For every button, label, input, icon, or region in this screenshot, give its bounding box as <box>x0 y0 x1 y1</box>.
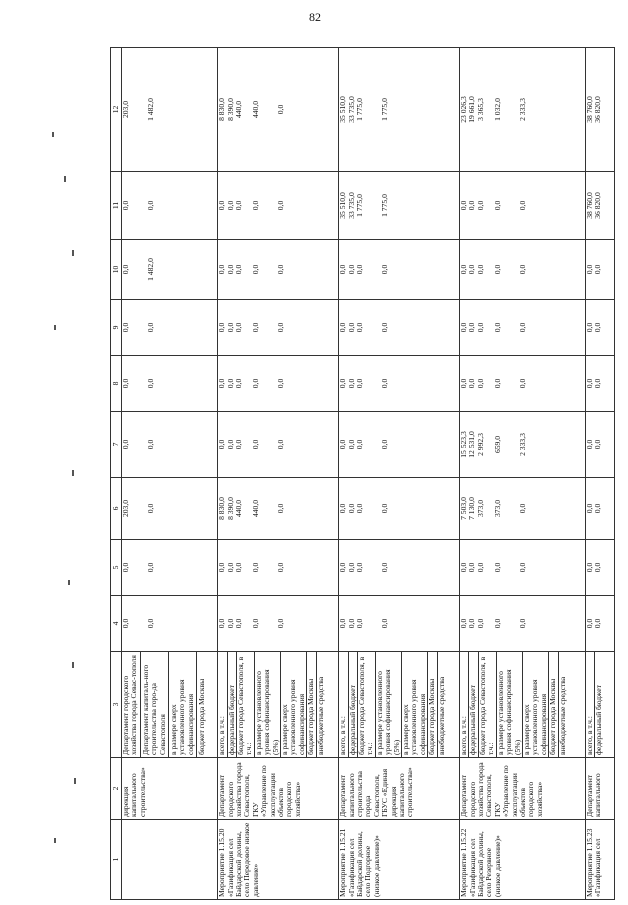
value-cell <box>218 596 339 652</box>
value: 0,0 <box>217 378 227 389</box>
executor-cell: Департамент городского хозяйства города Севастополя, ГКУ «Управление по эксплуатации объектов городского хозяйства» <box>218 758 339 820</box>
table-row <box>585 48 614 900</box>
value: 7 503,0 <box>459 497 469 520</box>
value-cell <box>460 356 586 412</box>
scan-mark <box>72 250 74 256</box>
source-line: федеральный бюджет <box>469 652 478 757</box>
value: 0,0 <box>459 562 469 573</box>
value-cell <box>460 596 586 652</box>
value: 0,0 <box>584 439 594 450</box>
value: 0,0 <box>593 439 603 450</box>
value-cell <box>122 356 218 412</box>
value: 0,0 <box>584 618 594 629</box>
value: 0,0 <box>517 618 527 629</box>
value-cell <box>460 540 586 596</box>
value: 0,0 <box>225 378 235 389</box>
value: 0,0 <box>250 264 260 275</box>
value: 8 390,0 <box>225 497 235 520</box>
source-line: Департамент капиталь-ного строительства горо-да Севастополя <box>140 664 167 755</box>
value-cell <box>122 540 218 596</box>
value: 0,0 <box>146 200 156 211</box>
value: 0,0 <box>492 378 502 389</box>
value: 0,0 <box>380 322 390 333</box>
value-cell <box>218 540 339 596</box>
scan-mark <box>54 325 56 330</box>
value-cell <box>460 48 586 172</box>
value: 0,0 <box>467 264 477 275</box>
source-line: внебюджетные средства <box>557 676 567 755</box>
column-header: 4 <box>111 596 122 652</box>
value: 23 026,3 <box>459 96 469 123</box>
source-line: бюджет города Москвы <box>197 678 207 755</box>
value: 440,0 <box>233 499 243 518</box>
scan-mark <box>52 132 54 137</box>
value-cell <box>339 412 460 478</box>
value: 0,0 <box>233 200 243 211</box>
value: 0,0 <box>250 562 260 573</box>
rotated-page <box>110 48 615 900</box>
value: 35 510,0 <box>338 96 348 123</box>
value: 12 531,0 <box>467 431 477 458</box>
value: 8 830,0 <box>217 98 227 121</box>
value: 0,0 <box>584 264 594 275</box>
value: 0,0 <box>354 378 364 389</box>
value-cell <box>585 540 614 596</box>
value: 1 775,0 <box>354 194 364 217</box>
value: 0,0 <box>354 562 364 573</box>
value: 0,0 <box>121 200 130 211</box>
value: 0,0 <box>492 618 502 629</box>
column-header: 5 <box>111 540 122 596</box>
value: 0,0 <box>225 200 235 211</box>
value: 659,0 <box>492 435 502 454</box>
value: 0,0 <box>475 378 485 389</box>
value: 0,0 <box>475 322 485 333</box>
value: 8 830,0 <box>217 497 227 520</box>
value: 0,0 <box>275 322 285 333</box>
value: 0,0 <box>225 562 235 573</box>
value: 36 820,0 <box>593 192 603 219</box>
value: 0,0 <box>593 378 603 389</box>
value: 0,0 <box>346 322 356 333</box>
value: 1 032,0 <box>492 98 502 121</box>
value: 0,0 <box>233 264 243 275</box>
value: 440,0 <box>250 100 260 119</box>
value: 0,0 <box>275 378 285 389</box>
value: 373,0 <box>475 499 485 518</box>
value: 1 482,0 <box>146 258 156 281</box>
table-row <box>460 48 586 900</box>
value: 373,0 <box>492 499 502 518</box>
value-cell <box>460 478 586 540</box>
value: 0,0 <box>584 322 594 333</box>
value-cell <box>460 412 586 478</box>
source-cell <box>218 652 339 758</box>
source-line: в размере сверх установленного уровня софинансирования <box>402 652 428 757</box>
value: 0,0 <box>146 503 156 514</box>
value: 0,0 <box>584 503 594 514</box>
executor-cell: Департамент капитального <box>585 758 614 820</box>
header-row <box>111 48 122 900</box>
value: 0,0 <box>146 439 156 450</box>
source-cell <box>460 652 586 758</box>
value: 0,0 <box>121 562 130 573</box>
source-line: в размере сверх установленного уровня софинансирования <box>169 679 195 755</box>
value: 0,0 <box>250 439 260 450</box>
value: 0,0 <box>121 378 130 389</box>
value: 0,0 <box>233 439 243 450</box>
table-row <box>122 48 218 900</box>
value: 0,0 <box>459 322 469 333</box>
value: 36 820,0 <box>593 96 603 123</box>
value: 2 333,3 <box>517 98 527 121</box>
value-cell <box>585 412 614 478</box>
value: 0,0 <box>275 562 285 573</box>
value-cell <box>585 240 614 300</box>
value: 33 735,0 <box>346 192 356 219</box>
column-header: 3 <box>111 652 122 758</box>
value: 0,0 <box>459 618 469 629</box>
value: 0,0 <box>346 562 356 573</box>
value: 0,0 <box>233 378 243 389</box>
value: 0,0 <box>225 264 235 275</box>
column-header: 6 <box>111 478 122 540</box>
value: 0,0 <box>517 200 527 211</box>
value-cell <box>339 48 460 172</box>
value: 0,0 <box>275 264 285 275</box>
source-line: федеральный бюджет <box>594 685 604 755</box>
value-cell <box>122 596 218 652</box>
value: 0,0 <box>338 264 348 275</box>
executor-cell: дирекция капитального строительства» <box>122 758 218 820</box>
value: 0,0 <box>354 322 364 333</box>
value: 19 661,0 <box>467 96 477 123</box>
value: 0,0 <box>217 618 227 629</box>
value: 0,0 <box>121 264 130 275</box>
measure-cell: Мероприятие 1.15.21 «Газификация сел Байдарской долины, село Подгорное (низкое давление)» <box>339 820 460 900</box>
value: 0,0 <box>146 378 156 389</box>
scan-mark <box>74 778 76 784</box>
value: 0,0 <box>338 378 348 389</box>
value: 0,0 <box>275 618 285 629</box>
value: 0,0 <box>467 200 477 211</box>
value-cell <box>122 172 218 240</box>
column-header: 10 <box>111 240 122 300</box>
value: 0,0 <box>475 200 485 211</box>
value: 440,0 <box>233 100 243 119</box>
value: 0,0 <box>250 378 260 389</box>
executor-cell: Департамент городского хозяйства города Севастополя, ГКУ «Управление по эксплуатации объектов городского хозяйства» <box>460 758 586 820</box>
value-cell <box>218 48 339 172</box>
value-cell <box>339 356 460 412</box>
source-line: бюджет города Москвы <box>549 652 558 757</box>
value: 35 510,0 <box>338 192 348 219</box>
value: 0,0 <box>593 264 603 275</box>
column-header: 11 <box>111 172 122 240</box>
source-line: федеральный бюджет <box>228 652 237 757</box>
value: 0,0 <box>346 378 356 389</box>
value: 0,0 <box>338 618 348 629</box>
measure-cell: Мероприятие 1.15.23 «Газификация сел <box>585 820 614 900</box>
scan-mark <box>72 662 74 668</box>
value: 0,0 <box>217 264 227 275</box>
value: 0,0 <box>146 618 156 629</box>
value: 0,0 <box>217 200 227 211</box>
value: 0,0 <box>380 562 390 573</box>
source-line: внебюджетные средства <box>436 676 446 755</box>
source-line: бюджет города Севастополя, в т.ч.: <box>479 652 497 757</box>
value-cell <box>585 478 614 540</box>
value: 0,0 <box>225 618 235 629</box>
value: 15 523,3 <box>459 431 469 458</box>
value-cell <box>339 478 460 540</box>
value: 0,0 <box>275 200 285 211</box>
value: 0,0 <box>492 200 502 211</box>
value: 0,0 <box>146 562 156 573</box>
value-cell <box>585 48 614 172</box>
value: 2 333,3 <box>517 433 527 456</box>
value: 1 775,0 <box>380 194 390 217</box>
value: 0,0 <box>121 439 130 450</box>
value-cell <box>122 48 218 172</box>
table-row <box>218 48 339 900</box>
value: 1 775,0 <box>354 98 364 121</box>
value: 0,0 <box>517 562 527 573</box>
value-cell <box>122 478 218 540</box>
source-line: в размере установленного уровня софинансирования (5%) <box>255 652 281 757</box>
value: 0,0 <box>338 562 348 573</box>
source-cell <box>585 652 614 758</box>
table-viewport <box>110 48 615 900</box>
value: 33 735,0 <box>346 96 356 123</box>
column-header: 9 <box>111 300 122 356</box>
source-line: в размере установленного уровня софинансирования (5%) <box>376 652 402 757</box>
value: 8 390,0 <box>225 98 235 121</box>
value-cell <box>339 596 460 652</box>
value-cell <box>218 240 339 300</box>
value: 0,0 <box>275 104 285 115</box>
value: 2 992,3 <box>475 433 485 456</box>
value: 0,0 <box>467 378 477 389</box>
source-cell <box>122 652 218 758</box>
value: 1 482,0 <box>146 98 156 121</box>
value: 0,0 <box>380 378 390 389</box>
value: 0,0 <box>467 322 477 333</box>
value-cell <box>218 356 339 412</box>
value: 38 760,0 <box>584 96 594 123</box>
value-cell <box>585 356 614 412</box>
value: 1 775,0 <box>380 98 390 121</box>
source-line: федеральный бюджет <box>349 652 358 757</box>
value: 0,0 <box>275 503 285 514</box>
measure-cell: Мероприятие 1.15.22 «Газификация сел Байдарской долины, село Резервное (низкое давление)» <box>460 820 586 900</box>
value: 0,0 <box>459 264 469 275</box>
source-line: всего, в т.ч.: <box>339 652 348 757</box>
value-cell <box>122 412 218 478</box>
source-line: Департамент городского хозяйства города Севас-тополя <box>121 655 139 755</box>
value: 0,0 <box>593 503 603 514</box>
value: 0,0 <box>475 264 485 275</box>
value: 0,0 <box>346 264 356 275</box>
value: 0,0 <box>338 503 348 514</box>
value-cell <box>339 540 460 596</box>
source-line: в размере сверх установленного уровня софинансирования <box>523 652 549 757</box>
value: 0,0 <box>492 322 502 333</box>
value: 0,0 <box>517 378 527 389</box>
value: 0,0 <box>584 378 594 389</box>
value: 7 130,0 <box>467 497 477 520</box>
value: 0,0 <box>146 322 156 333</box>
value: 0,0 <box>346 503 356 514</box>
value: 0,0 <box>517 503 527 514</box>
scan-mark <box>64 176 66 182</box>
value-cell <box>218 300 339 356</box>
table-row <box>339 48 460 900</box>
source-line: внебюджетные средства <box>315 676 325 755</box>
scan-mark <box>68 580 70 585</box>
value: 0,0 <box>346 439 356 450</box>
value: 0,0 <box>517 322 527 333</box>
value: 0,0 <box>233 562 243 573</box>
value: 0,0 <box>354 618 364 629</box>
value-cell <box>585 172 614 240</box>
executor-cell: Департамент капитального строительства города Севастополя, ГБУС «Единая дирекция капитального строительства» <box>339 758 460 820</box>
value: 0,0 <box>593 322 603 333</box>
value-cell <box>339 172 460 240</box>
value: 0,0 <box>380 503 390 514</box>
value: 0,0 <box>338 439 348 450</box>
value: 0,0 <box>459 200 469 211</box>
source-line: в размере сверх установленного уровня софинансирования <box>281 652 307 757</box>
value-cell <box>460 172 586 240</box>
value: 0,0 <box>217 562 227 573</box>
value: 0,0 <box>380 439 390 450</box>
value: 0,0 <box>354 264 364 275</box>
value: 0,0 <box>459 378 469 389</box>
value: 0,0 <box>225 322 235 333</box>
value: 0,0 <box>380 618 390 629</box>
value: 0,0 <box>584 562 594 573</box>
value: 0,0 <box>467 618 477 629</box>
value: 0,0 <box>275 439 285 450</box>
value-cell <box>460 300 586 356</box>
value: 0,0 <box>354 439 364 450</box>
value-cell <box>122 240 218 300</box>
value: 0,0 <box>250 322 260 333</box>
value: 0,0 <box>475 562 485 573</box>
value: 0,0 <box>346 618 356 629</box>
source-line: в размере установленного уровня софинансирования (5%) <box>497 652 523 757</box>
value: 0,0 <box>225 439 235 450</box>
value-cell <box>218 478 339 540</box>
value: 38 760,0 <box>584 192 594 219</box>
source-line: бюджет города Москвы <box>428 652 437 757</box>
column-header: 2 <box>111 758 122 820</box>
column-header: 7 <box>111 412 122 478</box>
source-line: бюджет города Севастополя, в т.ч.: <box>358 652 376 757</box>
source-line: всего, в т.ч.: <box>586 652 595 757</box>
value: 0,0 <box>475 618 485 629</box>
source-line: бюджет города Севастополя, в т.ч.: <box>237 652 255 757</box>
source-line: всего, в т.ч.: <box>460 652 469 757</box>
value: 203,0 <box>121 100 130 119</box>
value-cell <box>218 412 339 478</box>
source-cell <box>339 652 460 758</box>
value: 0,0 <box>354 503 364 514</box>
value-cell <box>460 240 586 300</box>
value: 0,0 <box>517 264 527 275</box>
measure-cell: Мероприятие 1.15.20 «Газификация сел Байдарской долины, село Передовое низкое давление» <box>218 820 339 900</box>
value: 0,0 <box>250 618 260 629</box>
value: 0,0 <box>233 618 243 629</box>
value-cell <box>122 300 218 356</box>
value: 203,0 <box>121 499 130 518</box>
value-cell <box>218 172 339 240</box>
value-cell <box>585 596 614 652</box>
source-line: бюджет города Москвы <box>307 652 316 757</box>
value: 0,0 <box>250 200 260 211</box>
value: 0,0 <box>593 618 603 629</box>
column-header: 1 <box>111 820 122 900</box>
value: 0,0 <box>593 562 603 573</box>
value: 0,0 <box>492 562 502 573</box>
value: 0,0 <box>217 439 227 450</box>
value: 0,0 <box>492 264 502 275</box>
value: 0,0 <box>121 618 130 629</box>
value: 0,0 <box>338 322 348 333</box>
value: 0,0 <box>233 322 243 333</box>
column-header: 12 <box>111 48 122 172</box>
scan-mark <box>54 838 56 843</box>
value: 440,0 <box>250 499 260 518</box>
value-cell <box>339 300 460 356</box>
value-cell <box>585 300 614 356</box>
value: 0,0 <box>121 322 130 333</box>
value: 0,0 <box>380 264 390 275</box>
source-line: всего, в т.ч.: <box>218 652 227 757</box>
value: 3 365,3 <box>475 98 485 121</box>
page-number: 82 <box>309 10 321 24</box>
value-cell <box>339 240 460 300</box>
measure-cell <box>122 820 218 900</box>
value: 0,0 <box>467 562 477 573</box>
scan-mark <box>72 470 74 476</box>
budget-table <box>110 47 615 900</box>
value: 0,0 <box>217 322 227 333</box>
column-header: 8 <box>111 356 122 412</box>
